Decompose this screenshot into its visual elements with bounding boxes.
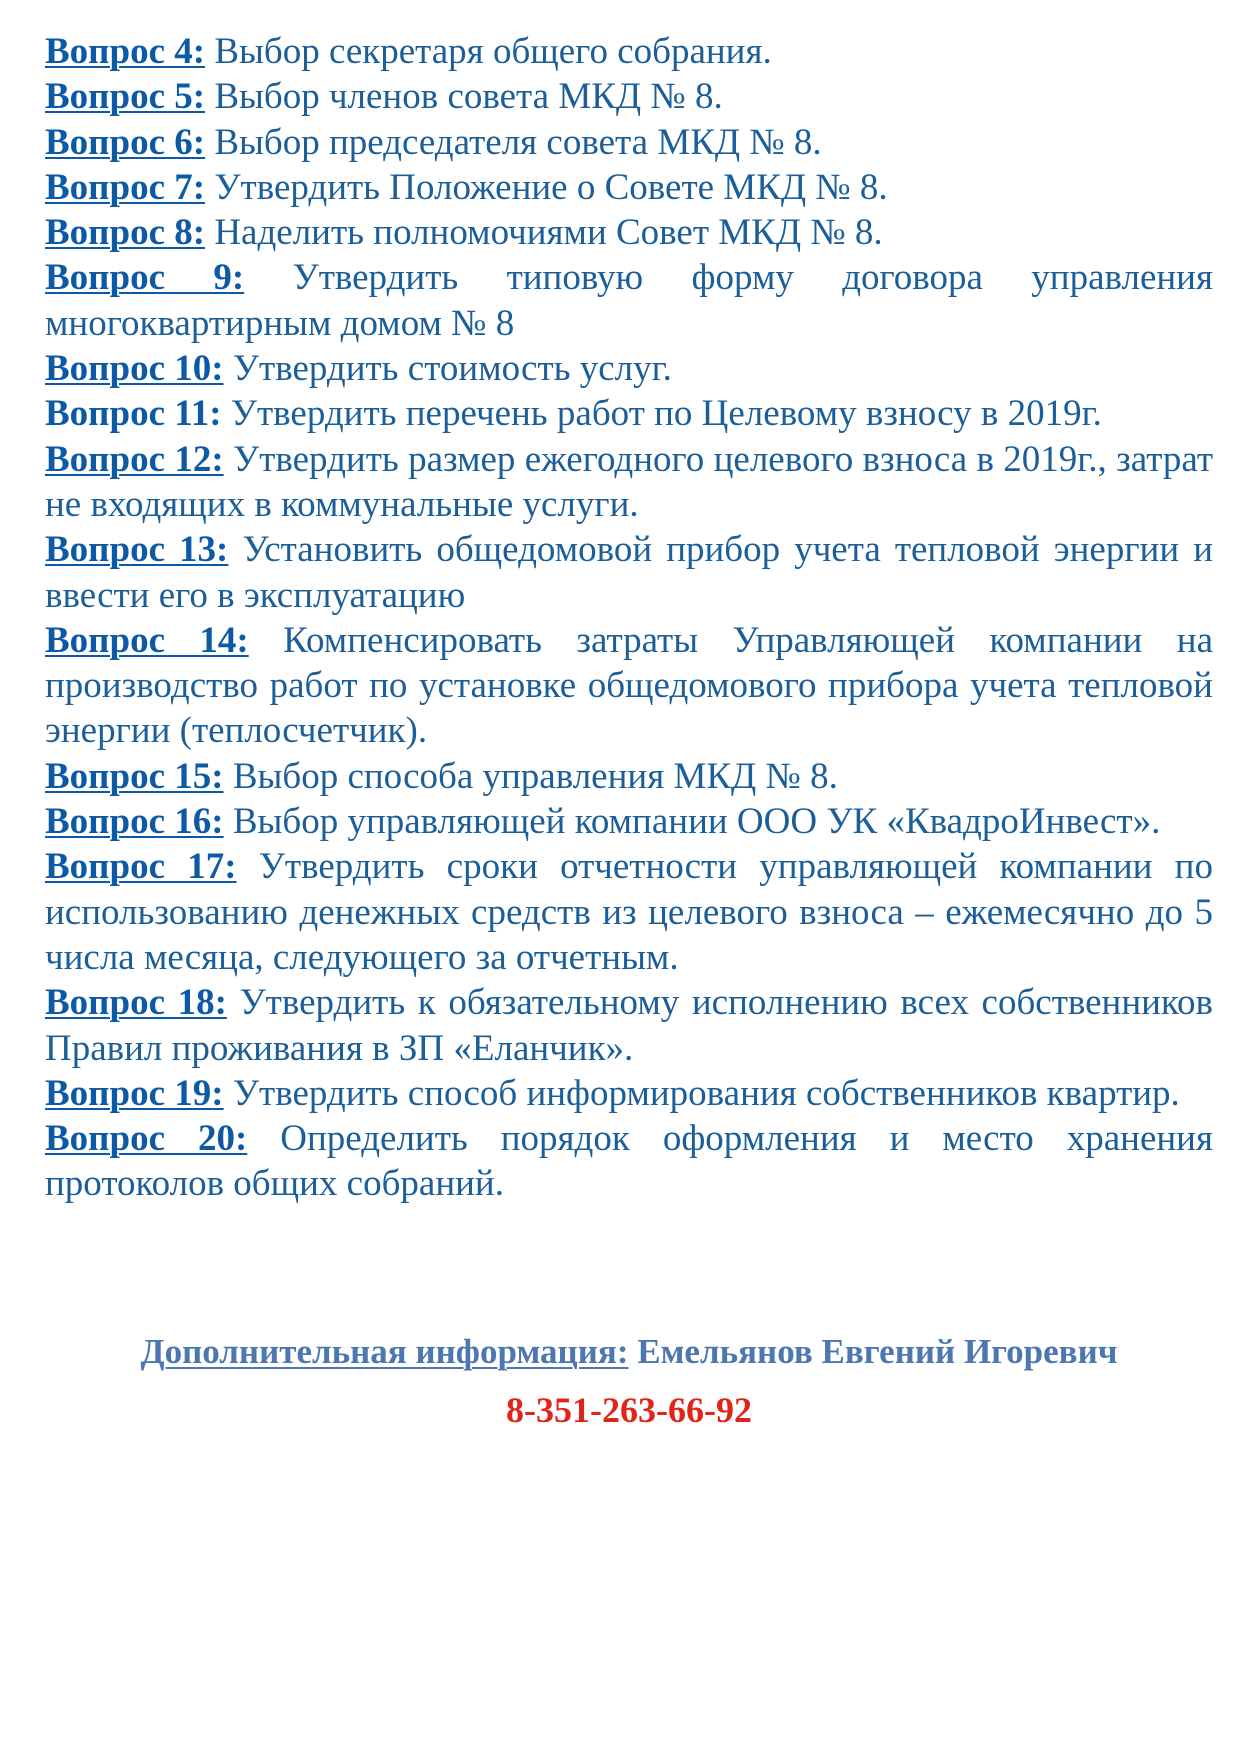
question-text: Утвердить размер ежегодного целевого взноса в 2019г., затрат не входящих в коммунальные услуги. <box>45 438 1213 525</box>
question-label: Вопрос 5: <box>45 76 206 118</box>
agenda-item-11 <box>45 391 1213 436</box>
question-text: Выбор председателя совета МКД № 8. <box>205 121 822 163</box>
agenda-item-4 <box>45 29 1213 74</box>
contact-line <box>45 1330 1213 1374</box>
agenda-item-8 <box>45 210 1213 255</box>
contact-phone: 8-351-263-66-92 <box>506 1390 752 1430</box>
agenda-item-12 <box>45 437 1213 528</box>
agenda-item-18 <box>45 980 1213 1071</box>
question-label: Вопрос 4: <box>45 31 206 72</box>
question-text: Выбор секретаря общего собрания. <box>205 31 772 72</box>
agenda-item-13 <box>45 527 1213 618</box>
question-text: Утвердить стоимость услуг. <box>223 348 672 390</box>
agenda-item-17 <box>45 844 1213 980</box>
question-text: Утвердить к обязательному исполнению всех собственников Правил проживания в ЗП «Еланчик». <box>45 982 1214 1069</box>
question-label: Вопрос 12: <box>45 438 224 480</box>
question-text: Установить общедомовой прибор учета тепловой энергии и ввести его в эксплуатацию <box>45 529 1213 616</box>
question-text: Утвердить способ информирования собственников квартир. <box>223 1072 1180 1114</box>
agenda-item-15 <box>45 754 1213 799</box>
question-label: Вопрос 16: <box>45 801 224 843</box>
question-text: Определить порядок оформления и место хранения протоколов общих собраний. <box>45 1118 1213 1205</box>
question-label: Вопрос 17: <box>45 846 237 888</box>
question-text: Выбор способа управления МКД № 8. <box>223 755 838 797</box>
question-text: Компенсировать затраты Управляющей компании на производство работ по установке общедомового прибора учета тепловой энергии (теплосчетчик). <box>45 619 1213 752</box>
question-label: Вопрос 10: <box>45 348 224 390</box>
question-label: Вопрос 20: <box>45 1118 248 1160</box>
question-label: Вопрос 9: <box>45 257 245 299</box>
question-text: Выбор членов совета МКД № 8. <box>205 76 723 118</box>
agenda-item-16 <box>45 799 1213 844</box>
question-text: Утвердить сроки отчетности управляющей компании по использованию денежных средств из целевого взноса – ежемесячно до 5 числа месяца, следующего за отчетным. <box>45 846 1213 978</box>
agenda-item-6 <box>45 120 1213 165</box>
question-label: Вопрос 13: <box>45 529 229 571</box>
question-label: Вопрос 6: <box>45 121 206 163</box>
contact-info <box>45 1330 1213 1432</box>
question-text: Утвердить типовую форму договора управления многоквартирным домом № 8 <box>45 257 1213 344</box>
question-label: Вопрос 14: <box>45 619 249 661</box>
agenda-item-19 <box>45 1071 1213 1116</box>
question-label: Вопрос 7: <box>45 166 206 208</box>
agenda-item-5 <box>45 74 1213 119</box>
question-text: Утвердить перечень работ по Целевому взносу в 2019г. <box>221 393 1102 435</box>
question-label: Вопрос 11: <box>45 393 222 435</box>
question-text: Утвердить Положение о Совете МКД № 8. <box>205 166 888 208</box>
question-text: Выбор управляющей компании ООО УК «КвадроИнвест». <box>223 801 1161 843</box>
agenda-item-20 <box>45 1116 1213 1207</box>
agenda-list <box>45 29 1213 1207</box>
question-label: Вопрос 8: <box>45 212 206 254</box>
question-label: Вопрос 19: <box>45 1072 224 1114</box>
agenda-item-9 <box>45 255 1213 346</box>
agenda-item-10 <box>45 346 1213 391</box>
contact-name: Емельянов Евгений Игоревич <box>637 1332 1118 1371</box>
question-label: Вопрос 18: <box>45 982 227 1024</box>
question-text: Наделить полномочиями Совет МКД № 8. <box>205 212 883 254</box>
agenda-item-7 <box>45 165 1213 210</box>
question-label: Вопрос 15: <box>45 755 224 797</box>
agenda-item-14 <box>45 618 1213 754</box>
additional-info-label: Дополнительная информация: <box>140 1332 629 1371</box>
